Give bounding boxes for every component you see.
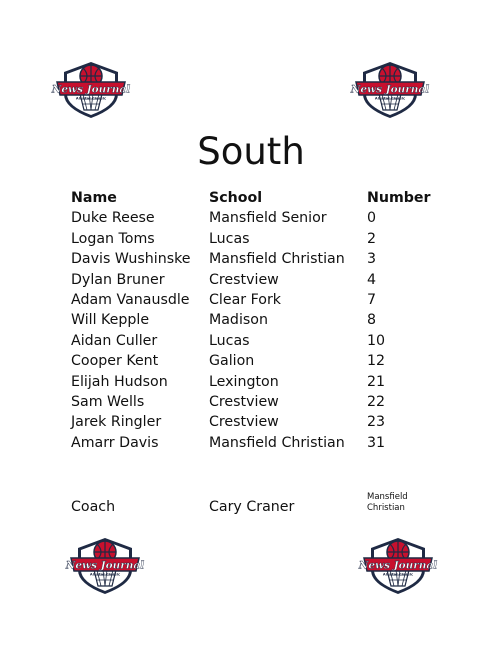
player-school: Mansfield Senior (209, 210, 327, 227)
player-number: 4 (367, 271, 377, 288)
player-number: 0 (367, 210, 377, 227)
coach-label: Coach (71, 499, 116, 515)
player-number: 22 (367, 393, 386, 410)
player-number: 10 (367, 332, 386, 349)
news-journal-logo-top-right (350, 58, 430, 120)
page-title: South (197, 130, 305, 173)
player-name: Will Kepple (71, 312, 150, 329)
table-row (71, 372, 451, 392)
player-name: Logan Toms (71, 230, 155, 247)
table-row (71, 270, 451, 290)
logo-subtitle: All Star Classic (382, 572, 414, 577)
player-school: Madison (209, 312, 268, 329)
table-row (71, 392, 451, 412)
player-number: 21 (367, 373, 386, 390)
player-number: 2 (367, 230, 377, 247)
table-row (71, 290, 451, 310)
player-name: Elijah Hudson (71, 373, 168, 390)
player-school: Galion (209, 353, 255, 370)
news-journal-logo-top-left (51, 58, 131, 120)
player-school: Crestview (209, 414, 279, 431)
header-number: Number (367, 190, 431, 206)
logo-wordmark: News Journal (51, 83, 131, 96)
table-row (71, 249, 451, 269)
player-name: Sam Wells (71, 393, 145, 410)
roster-table (71, 188, 451, 453)
player-name: Cooper Kent (71, 353, 159, 370)
player-name: Amarr Davis (71, 434, 159, 451)
player-name: Davis Wushinske (71, 251, 191, 268)
news-journal-logo-bottom-left (65, 534, 145, 596)
player-name: Dylan Bruner (71, 271, 165, 288)
header-name: Name (71, 190, 117, 206)
player-name: Duke Reese (71, 210, 155, 227)
logo-subtitle: All Star Classic (89, 572, 121, 577)
table-row (71, 229, 451, 249)
table-row (71, 412, 451, 432)
player-school: Crestview (209, 271, 279, 288)
player-name: Aidan Culler (71, 332, 158, 349)
logo-wordmark: News Journal (65, 559, 145, 572)
header-school: School (209, 190, 263, 206)
logo-subtitle: All Star Classic (374, 96, 406, 101)
table-row (71, 331, 451, 351)
player-school: Crestview (209, 393, 279, 410)
table-row (71, 310, 451, 330)
roster-header-row (71, 188, 451, 208)
roster-body (71, 208, 451, 453)
news-journal-logo-bottom-right (358, 534, 438, 596)
player-school: Mansfield Christian (209, 251, 345, 268)
player-school: Lucas (209, 332, 250, 349)
news-journal-logo-graphic (65, 534, 145, 596)
player-number: 8 (367, 312, 377, 329)
coach-school: Mansfield Christian (367, 492, 408, 513)
logo-wordmark: News Journal (358, 559, 438, 572)
coach-row (71, 492, 451, 517)
logo-wordmark: News Journal (350, 83, 430, 96)
player-number: 3 (367, 251, 377, 268)
news-journal-logo-graphic (51, 58, 131, 120)
table-row (71, 351, 451, 371)
table-row (71, 433, 451, 453)
player-school: Lexington (209, 373, 279, 390)
news-journal-logo-graphic (358, 534, 438, 596)
player-number: 31 (367, 434, 386, 451)
player-number: 7 (367, 291, 377, 308)
table-row (71, 208, 451, 228)
player-number: 23 (367, 414, 386, 431)
logo-subtitle: All Star Classic (75, 96, 107, 101)
player-number: 12 (367, 353, 386, 370)
news-journal-logo-graphic (350, 58, 430, 120)
player-name: Jarek Ringler (71, 414, 162, 431)
player-school: Lucas (209, 230, 250, 247)
player-school: Mansfield Christian (209, 434, 345, 451)
player-name: Adam Vanausdle (71, 291, 190, 308)
player-school: Clear Fork (209, 291, 281, 308)
coach-name: Cary Craner (209, 499, 295, 515)
